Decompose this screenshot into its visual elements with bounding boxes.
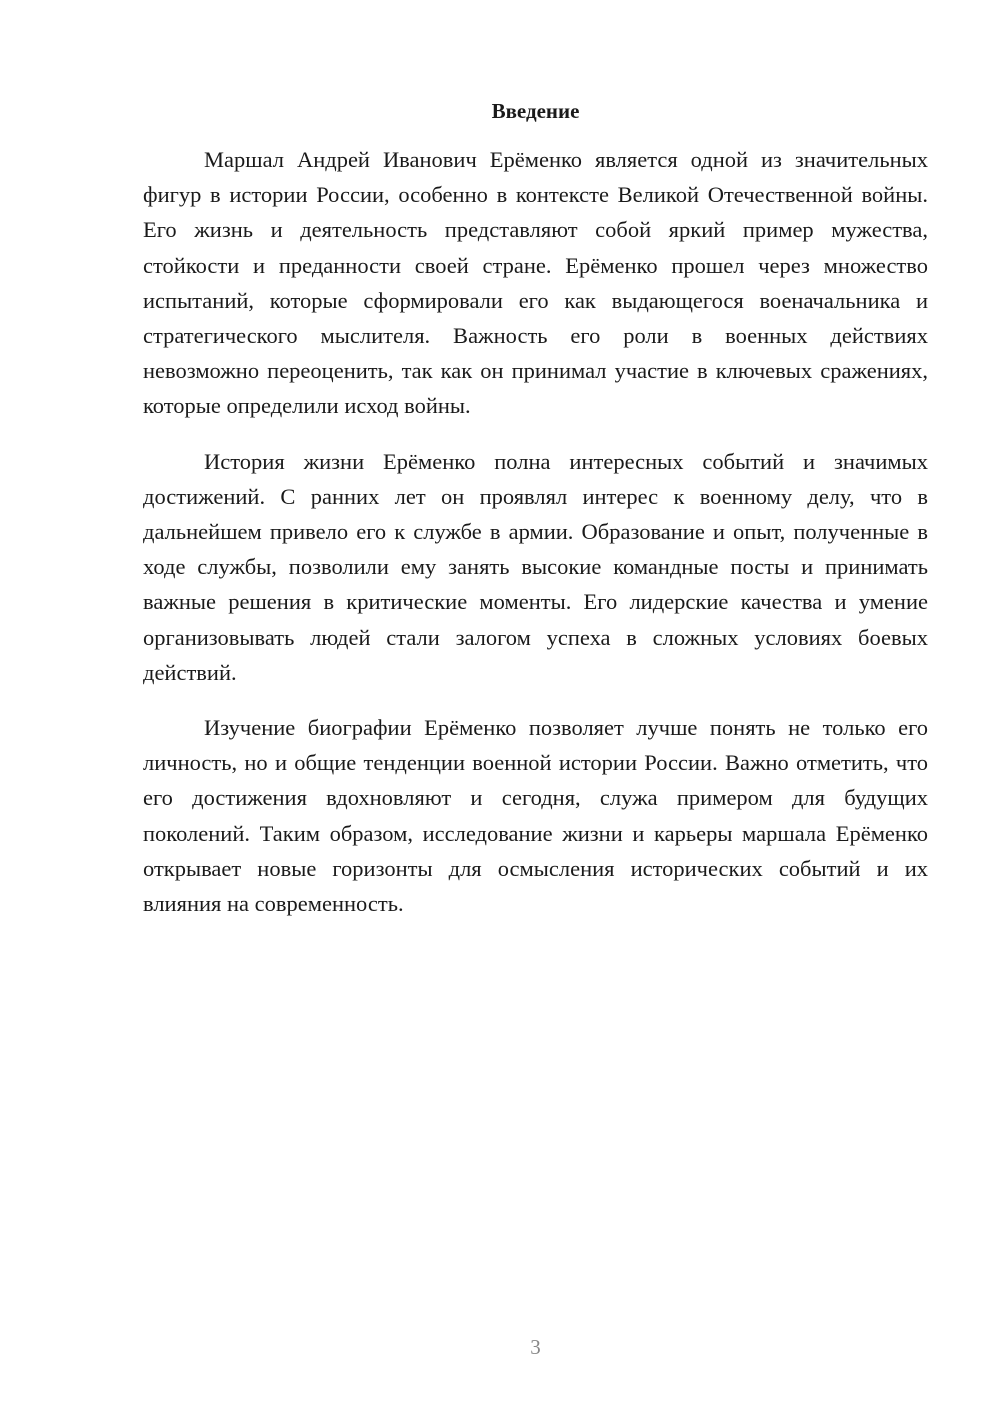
paragraph-3: Изучение биографии Ерёменко позволяет лучше понять не только его личность, но и общие тенденции военной истории России. Важно отметить, что его достижения вдохновляют и сегодня, служа примером для будущих поколений. Таким образом, исследование жизни и карьеры маршала Ерёменко открывает новые горизонты для осмысления исторических событий и их влияния на современность. bbox=[143, 715, 928, 917]
paragraph-1: Маршал Андрей Иванович Ерёменко является одной из значительных фигур в истории России, особенно в контексте Великой Отечественной войны. Его жизнь и деятельность представляют собой яркий пример мужества, стойкости и преданности своей стране. Ерёменко прошел через множество испытаний, которые сформировали его как выдающегося военачальника и стратегического мыслителя. Важность его роли в военных действиях невозможно переоценить, так как он принимал участие в ключевых сражениях, которые определили исход войны. bbox=[143, 147, 928, 419]
paragraph-2: История жизни Ерёменко полна интересных событий и значимых достижений. С ранних лет он проявлял интерес к военному делу, что в дальнейшем привело его к службе в армии. Образование и опыт, полученные в ходе службы, позволили ему занять высокие командные посты и принимать важные решения в критические моменты. Его лидерские качества и умение организовывать людей стали залогом успеха в сложных условиях боевых действий. bbox=[143, 448, 928, 685]
section-title: Введение bbox=[491, 99, 580, 123]
document-body bbox=[143, 142, 928, 941]
page-number: 3 bbox=[530, 1335, 541, 1359]
